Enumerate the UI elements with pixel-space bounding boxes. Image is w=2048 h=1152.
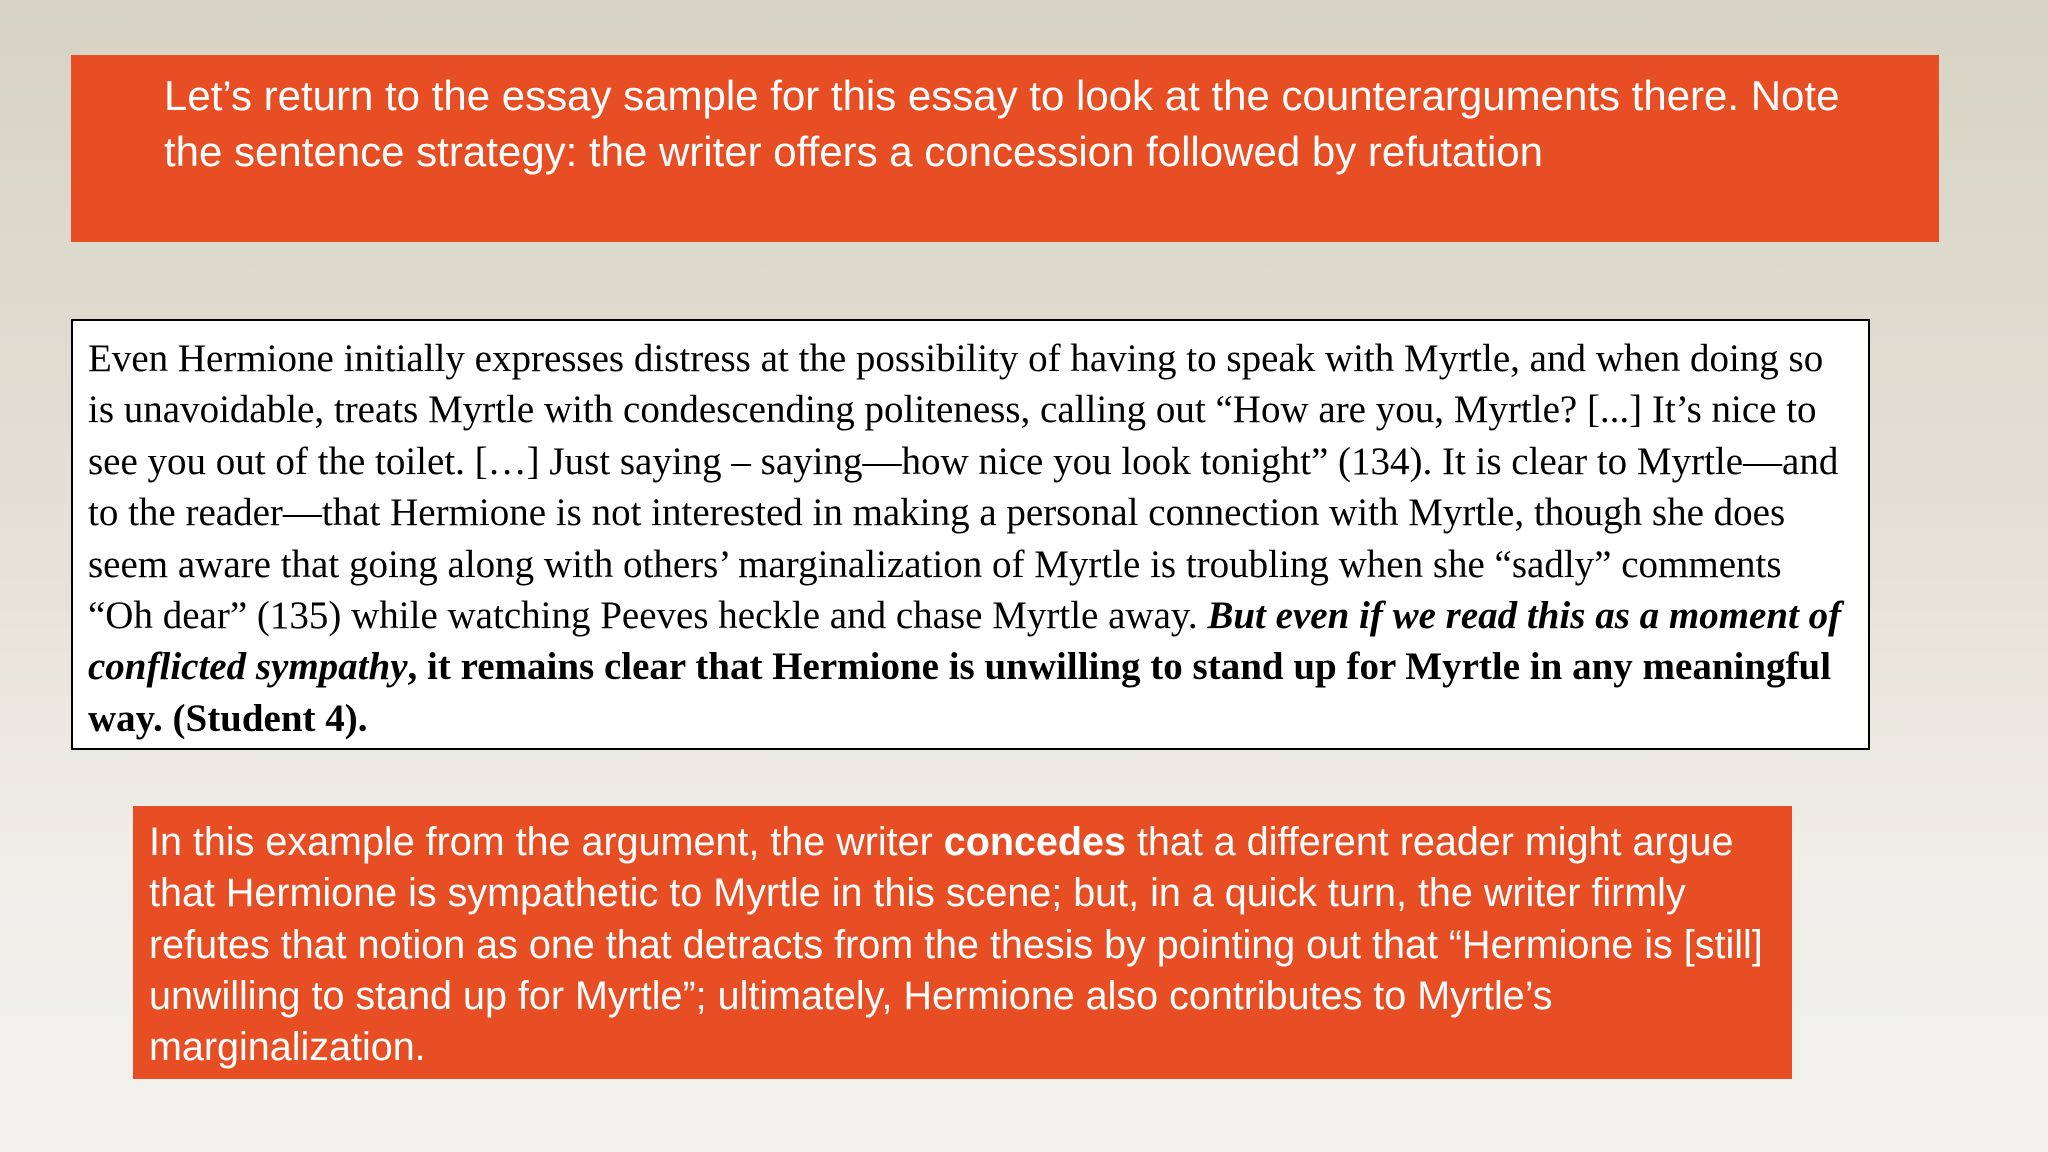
essay-excerpt-text: Even Hermione initially expresses distress at the possibility of having to speak with Myrtle, and when doing so is unavoidable, treats Myrtle with condescending politeness, calling out “How are you, Myrtle? [...] It’s nice to see you out of the toilet. […] Just saying – saying—how nice you look tonight” (134). It is clear to Myrtle—and to the reader—that Hermione is not interested in making a personal connection with Myrtle, though she does seem aware that going along with others’ marginalization of Myrtle is troubling when she “sadly” comments “Oh dear” (135) while watching Peeves heckle and chase Myrtle away.	[88, 337, 1839, 638]
essay-excerpt-concession: But even if we read this as a moment of conflicted sympathy	[88, 594, 1842, 689]
explanation-text-before: In this example from the argument, the writer	[149, 820, 944, 864]
intro-callout-box	[71, 55, 1939, 242]
explanation-callout-box	[133, 806, 1792, 1079]
explanation-text-after: that a different reader might argue that Hermione is sympathetic to Myrtle in this scene; but, in a quick turn, the writer firmly refutes that notion as one that detracts from the thesis by pointing out that “Hermione is [still] unwilling to stand up for Myrtle”; ultimately, Hermione also contributes to Myrtle’s marginalization.	[149, 820, 1763, 1070]
essay-excerpt-box	[71, 319, 1870, 750]
intro-callout-text: Let’s return to the essay sample for this essay to look at the counterarguments there. Note the sentence strategy: the writer offers a concession followed by refutation	[164, 72, 1840, 175]
essay-excerpt-refutation: , it remains clear that Hermione is unwilling to stand up for Myrtle in any meaningful way. (Student 4).	[88, 645, 1832, 740]
explanation-keyword: concedes	[943, 820, 1126, 864]
